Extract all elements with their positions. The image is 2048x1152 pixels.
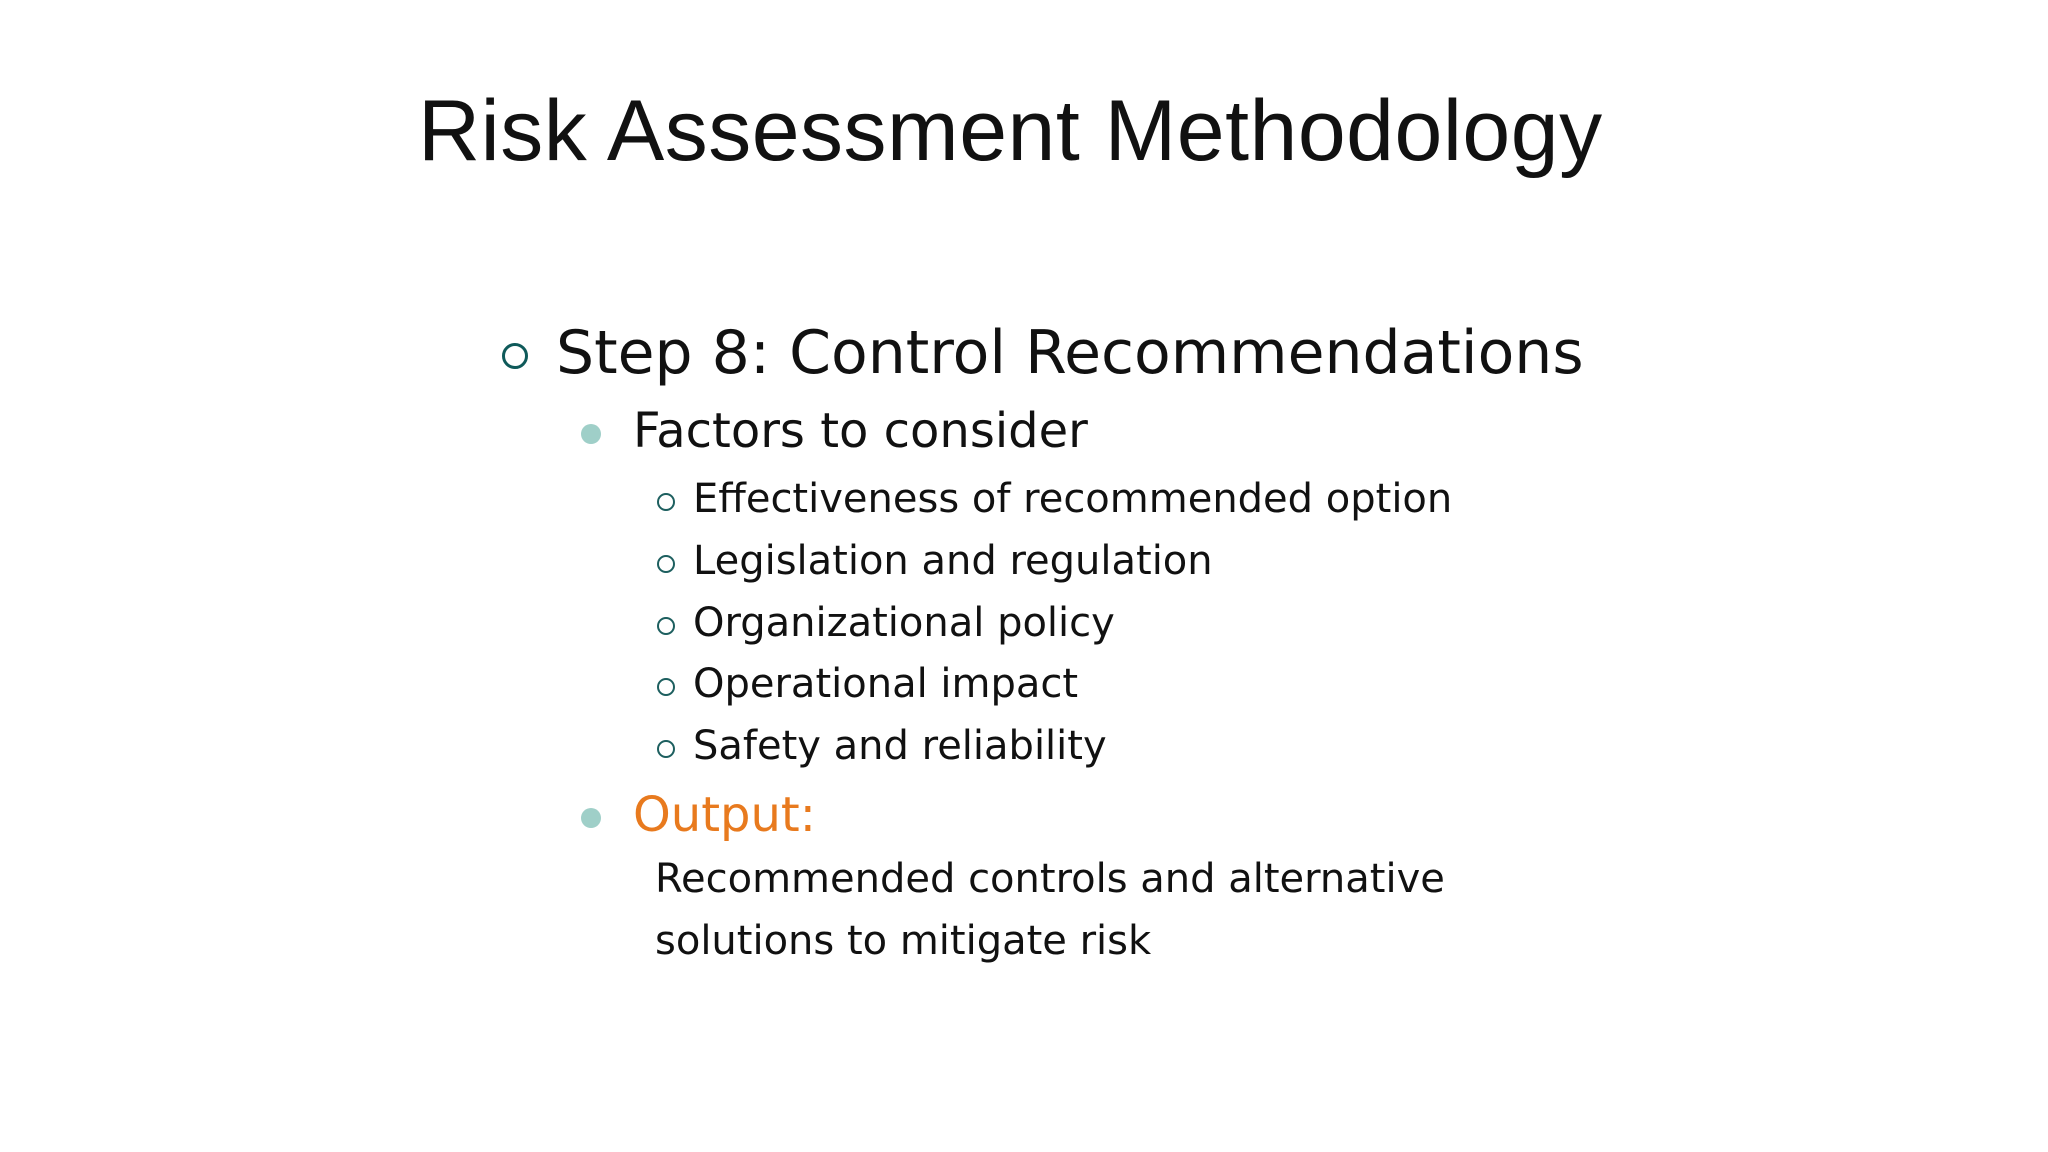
small-ring-bullet-icon bbox=[657, 617, 675, 635]
step-item bbox=[502, 318, 1584, 388]
output-label: Output: bbox=[633, 787, 816, 843]
factor-label: Operational impact bbox=[693, 661, 1079, 707]
factor-item bbox=[657, 723, 1107, 769]
factor-item bbox=[657, 600, 1115, 646]
factor-label: Legislation and regulation bbox=[693, 538, 1213, 584]
small-ring-bullet-icon bbox=[657, 740, 675, 758]
factors-heading: Factors to consider bbox=[633, 403, 1088, 459]
small-ring-bullet-icon bbox=[657, 678, 675, 696]
factor-label: Safety and reliability bbox=[693, 723, 1107, 769]
output-line: Recommended controls and alternative bbox=[655, 856, 1445, 902]
ring-bullet-icon bbox=[502, 343, 528, 369]
step-label: Step 8: Control Recommendations bbox=[556, 318, 1584, 388]
small-ring-bullet-icon bbox=[657, 555, 675, 573]
factors-item bbox=[581, 403, 1088, 459]
output-description bbox=[655, 848, 1555, 972]
dot-bullet-icon bbox=[581, 808, 601, 828]
factor-label: Organizational policy bbox=[693, 600, 1115, 646]
factor-label: Effectiveness of recommended option bbox=[693, 476, 1453, 522]
output-item bbox=[581, 787, 816, 843]
factor-item bbox=[657, 476, 1452, 522]
factor-item bbox=[657, 661, 1078, 707]
factor-item bbox=[657, 538, 1213, 584]
small-ring-bullet-icon bbox=[657, 493, 675, 511]
dot-bullet-icon bbox=[581, 424, 601, 444]
slide-title: Risk Assessment Methodology bbox=[418, 83, 1603, 179]
output-line: solutions to mitigate risk bbox=[655, 918, 1152, 964]
